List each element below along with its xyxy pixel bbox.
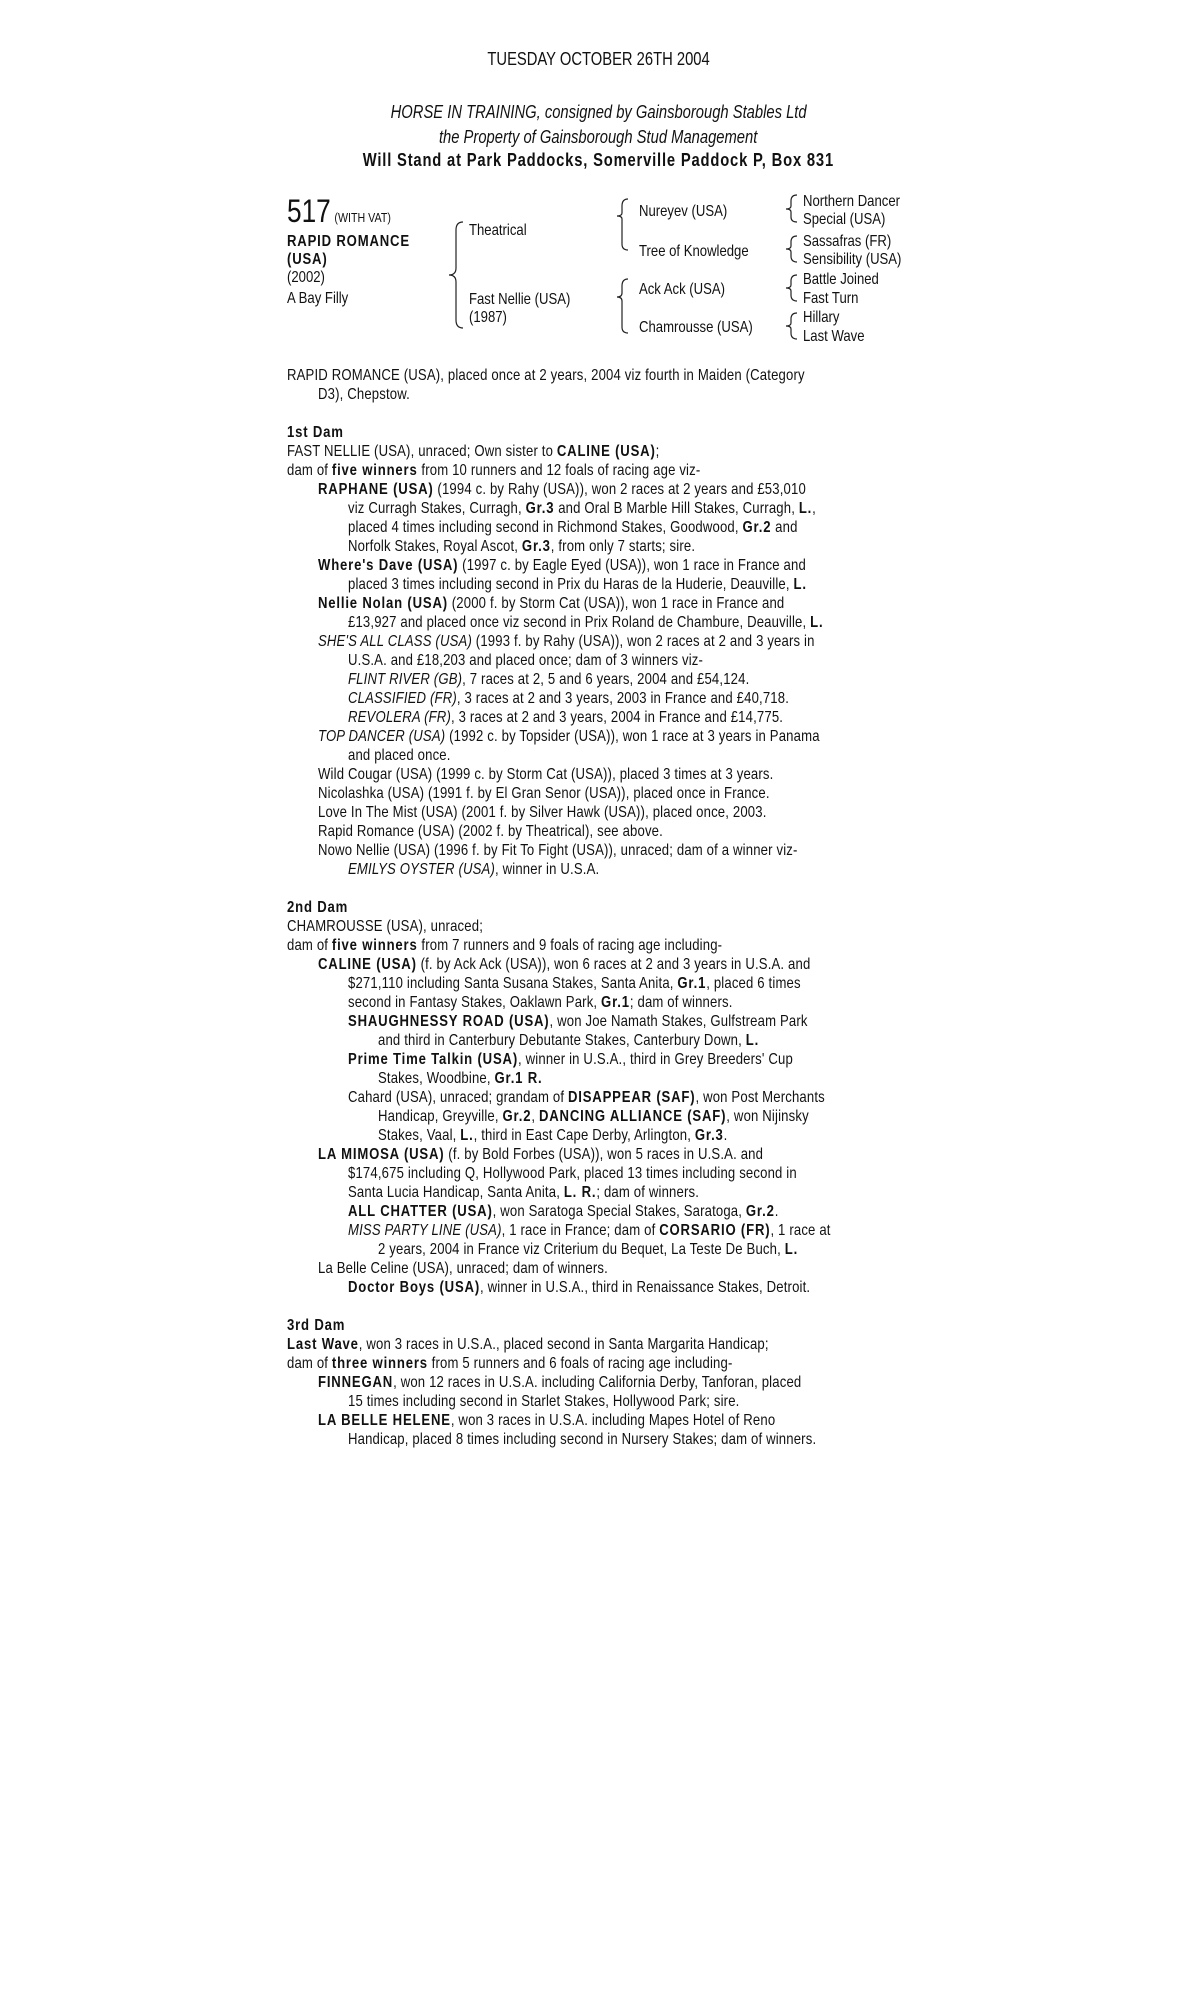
pedigree-g3-1: Northern Dancer [803, 193, 900, 210]
pedigree-g3-8: Last Wave [803, 328, 865, 345]
pedigree-sire-sire: Nureyev (USA) [639, 203, 728, 220]
first-dam-line: FAST NELLIE (USA), unraced; Own sister to CALINE (USA); [287, 443, 660, 460]
lot-number: 517 [287, 193, 331, 229]
sale-date: TUESDAY OCTOBER 26TH 2004 [487, 49, 710, 69]
consignment-line-1: HORSE IN TRAINING, consigned by Gainsborough Stables Ltd [390, 102, 807, 122]
pedigree-dam-year: (1987) [469, 309, 507, 326]
entry-nicolashka: Nicolashka (USA) (1991 f. by El Gran Senor (USA)), placed once in France. [318, 785, 770, 802]
entry-shaughnessy-road-2: and third in Canterbury Debutante Stakes, Canterbury Down, L. [378, 1032, 760, 1049]
entry-prime-time-talkin-2: Stakes, Woodbine, Gr.1 R. [378, 1070, 543, 1087]
entry-la-belle-celine: La Belle Celine (USA), unraced; dam of winners. [318, 1260, 608, 1277]
entry-miss-party-line: MISS PARTY LINE (USA), 1 race in France; dam of CORSARIO (FR), 1 race at [348, 1222, 831, 1239]
pedigree-dam-dam: Chamrousse (USA) [639, 319, 753, 336]
second-dam-line: CHAMROUSSE (USA), unraced; [287, 918, 484, 935]
vat-note: (WITH VAT) [334, 210, 391, 225]
entry-love-in-the-mist: Love In The Mist (USA) (2001 f. by Silver Hawk (USA)), placed once, 2003. [318, 804, 767, 821]
entry-caline-3: second in Fantasy Stakes, Oaklawn Park, Gr.1; dam of winners. [348, 994, 733, 1011]
pedigree-g3-3: Sassafras (FR) [803, 233, 892, 250]
entry-nowo-nellie: Nowo Nellie (USA) (1996 f. by Fit To Fight (USA)), unraced; dam of a winner viz- [318, 842, 798, 859]
stable-location: Will Stand at Park Paddocks, Somerville Paddock P, Box 831 [362, 150, 835, 170]
pedigree-g3-4: Sensibility (USA) [803, 251, 902, 268]
consignment-line-2: the Property of Gainsborough Stud Management [439, 127, 758, 147]
entry-cahard-2: Handicap, Greyville, Gr.2, DANCING ALLIANCE (SAF), won Nijinsky [378, 1108, 809, 1125]
entry-nellie-nolan-2: £13,927 and placed once viz second in Prix Roland de Chambure, Deauville, L. [348, 614, 824, 631]
race-summary-line-1: RAPID ROMANCE (USA), placed once at 2 years, 2004 viz fourth in Maiden (Category [287, 367, 805, 384]
horse-year: (2002) [287, 269, 325, 286]
entry-top-dancer: TOP DANCER (USA) (1992 c. by Topsider (USA)), won 1 race at 3 years in Panama [318, 728, 820, 745]
entry-la-belle-helene: LA BELLE HELENE, won 3 races in U.S.A. including Mapes Hotel of Reno [318, 1412, 776, 1429]
pedigree-g3-5: Battle Joined [803, 271, 879, 288]
horse-name: RAPID ROMANCE [287, 233, 410, 250]
race-summary-line-2: D3), Chepstow. [318, 386, 410, 403]
entry-raphane: RAPHANE (USA) (1994 c. by Rahy (USA)), won 2 races at 2 years and £53,010 [318, 481, 806, 498]
first-dam-produce: dam of five winners from 10 runners and 12 foals of racing age viz- [287, 462, 701, 479]
entry-raphane-3: placed 4 times including second in Richmond Stakes, Goodwood, Gr.2 and [348, 519, 798, 536]
pedigree-g3-2: Special (USA) [803, 211, 886, 228]
entry-la-mimosa-3: Santa Lucia Handicap, Santa Anita, L. R.; dam of winners. [348, 1184, 700, 1201]
third-dam-heading: 3rd Dam [287, 1317, 346, 1334]
entry-raphane-2: viz Curragh Stakes, Curragh, Gr.3 and Oral B Marble Hill Stakes, Curragh, L., [348, 500, 816, 517]
entry-shes-all-class-2: U.S.A. and £18,203 and placed once; dam of 3 winners viz- [348, 652, 704, 669]
entry-prime-time-talkin: Prime Time Talkin (USA), winner in U.S.A., third in Grey Breeders' Cup [348, 1051, 793, 1068]
entry-classified: CLASSIFIED (FR), 3 races at 2 and 3 years, 2003 in France and £40,718. [348, 690, 790, 707]
entry-wheres-dave: Where's Dave (USA) (1997 c. by Eagle Eyed (USA)), won 1 race in France and [318, 557, 806, 574]
entry-la-mimosa-2: $174,675 including Q, Hollywood Park, placed 13 times including second in [348, 1165, 797, 1182]
entry-wild-cougar: Wild Cougar (USA) (1999 c. by Storm Cat (USA)), placed 3 times at 3 years. [318, 766, 774, 783]
pedigree-dam: Fast Nellie (USA) [469, 291, 571, 308]
second-dam-produce: dam of five winners from 7 runners and 9 foals of racing age including- [287, 937, 723, 954]
second-dam-heading: 2nd Dam [287, 899, 349, 916]
entry-rapid-romance: Rapid Romance (USA) (2002 f. by Theatrical), see above. [318, 823, 663, 840]
pedigree-brackets [0, 0, 1197, 400]
first-dam-heading: 1st Dam [287, 424, 344, 441]
entry-doctor-boys: Doctor Boys (USA), winner in U.S.A., third in Renaissance Stakes, Detroit. [348, 1279, 811, 1296]
horse-country: (USA) [287, 251, 328, 268]
entry-caline: CALINE (USA) (f. by Ack Ack (USA)), won 6 races at 2 and 3 years in U.S.A. and [318, 956, 811, 973]
third-dam-line: Last Wave, won 3 races in U.S.A., placed second in Santa Margarita Handicap; [287, 1336, 769, 1353]
horse-description: A Bay Filly [287, 290, 349, 307]
entry-shaughnessy-road: SHAUGHNESSY ROAD (USA), won Joe Namath Stakes, Gulfstream Park [348, 1013, 808, 1030]
entry-cahard-3: Stakes, Vaal, L., third in East Cape Derby, Arlington, Gr.3. [378, 1127, 728, 1144]
entry-emilys-oyster: EMILYS OYSTER (USA), winner in U.S.A. [348, 861, 600, 878]
entry-revolera: REVOLERA (FR), 3 races at 2 and 3 years, 2004 in France and £14,775. [348, 709, 784, 726]
entry-la-mimosa: LA MIMOSA (USA) (f. by Bold Forbes (USA)), won 5 races in U.S.A. and [318, 1146, 764, 1163]
entry-la-belle-helene-2: Handicap, placed 8 times including second in Nursery Stakes; dam of winners. [348, 1431, 817, 1448]
entry-nellie-nolan: Nellie Nolan (USA) (2000 f. by Storm Cat (USA)), won 1 race in France and [318, 595, 785, 612]
entry-finnegan: FINNEGAN, won 12 races in U.S.A. including California Derby, Tanforan, placed [318, 1374, 802, 1391]
entry-flint-river: FLINT RIVER (GB), 7 races at 2, 5 and 6 years, 2004 and £54,124. [348, 671, 750, 688]
pedigree-g3-6: Fast Turn [803, 290, 859, 307]
entry-caline-2: $271,110 including Santa Susana Stakes, Santa Anita, Gr.1, placed 6 times [348, 975, 801, 992]
entry-wheres-dave-2: placed 3 times including second in Prix du Haras de la Huderie, Deauville, L. [348, 576, 807, 593]
pedigree-dam-sire: Ack Ack (USA) [639, 281, 726, 298]
pedigree-sire: Theatrical [469, 222, 527, 239]
entry-top-dancer-2: and placed once. [348, 747, 451, 764]
pedigree-g3-7: Hillary [803, 309, 840, 326]
third-dam-produce: dam of three winners from 5 runners and 6 foals of racing age including- [287, 1355, 733, 1372]
entry-all-chatter: ALL CHATTER (USA), won Saratoga Special Stakes, Saratoga, Gr.2. [348, 1203, 779, 1220]
entry-cahard: Cahard (USA), unraced; grandam of DISAPPEAR (SAF), won Post Merchants [348, 1089, 825, 1106]
entry-miss-party-line-2: 2 years, 2004 in France viz Criterium du Bequet, La Teste De Buch, L. [378, 1241, 799, 1258]
entry-raphane-4: Norfolk Stakes, Royal Ascot, Gr.3, from only 7 starts; sire. [348, 538, 696, 555]
entry-shes-all-class: SHE'S ALL CLASS (USA) (1993 f. by Rahy (USA)), won 2 races at 2 and 3 years in [318, 633, 815, 650]
pedigree-sire-dam: Tree of Knowledge [639, 243, 749, 260]
entry-finnegan-2: 15 times including second in Starlet Stakes, Hollywood Park; sire. [348, 1393, 740, 1410]
